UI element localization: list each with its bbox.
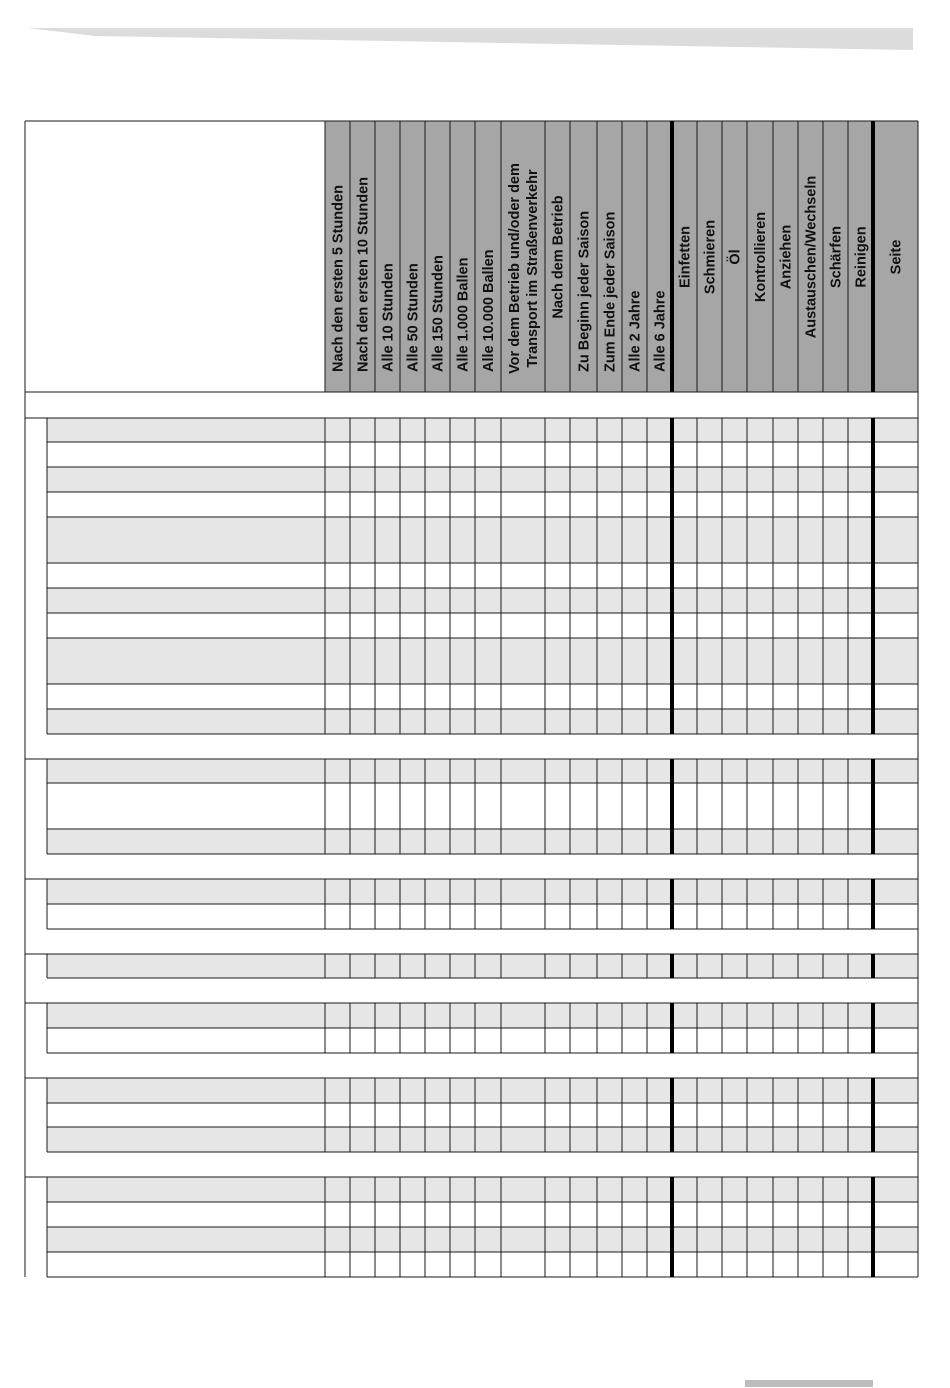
header-label: Nach dem Betrieb — [550, 195, 567, 319]
table-row — [47, 1003, 918, 1028]
header-label: Transport im Straßenverkehr — [525, 169, 541, 368]
table-row — [47, 588, 918, 613]
header-label: Zu Beginn jeder Saison — [576, 210, 593, 372]
table-row — [47, 1078, 918, 1103]
header-label: Vor dem Betrieb und/oder dem — [507, 163, 523, 374]
section-row — [25, 854, 918, 879]
header-label: Schmieren — [702, 219, 719, 295]
table-row — [47, 1028, 918, 1053]
table-row — [47, 1103, 918, 1127]
table-row — [47, 684, 918, 709]
section-row — [25, 734, 918, 759]
header-label: Anziehen — [778, 224, 795, 290]
header-label: Alle 1.000 Ballen — [455, 257, 472, 372]
table-row — [47, 904, 918, 929]
header-label: Alle 10.000 Ballen — [481, 249, 497, 372]
header-label: Alle 10 Stunden — [380, 263, 397, 372]
table-row — [47, 442, 918, 467]
header-label: Reinigen — [853, 226, 870, 288]
header-label: Zum Ende jeder Saison — [602, 211, 619, 372]
header-label: Austauschen/Wechseln — [803, 175, 820, 339]
table-row — [47, 467, 918, 492]
table-row — [47, 954, 918, 978]
section-row — [25, 1152, 918, 1177]
section-row — [25, 978, 918, 1003]
header-label: Öl — [727, 249, 744, 265]
table-row — [47, 638, 918, 684]
table-row — [47, 783, 918, 829]
table-row — [47, 759, 918, 783]
table-row — [47, 517, 918, 563]
table-row — [47, 879, 918, 904]
table-row — [47, 563, 918, 588]
header-label: Nach den ersten 10 Stunden — [355, 177, 372, 372]
header-label: Einfetten — [677, 225, 694, 289]
section-row — [25, 1053, 918, 1078]
header-label: Alle 50 Stunden — [405, 263, 422, 372]
table-row — [47, 1202, 918, 1227]
header-label: Alle 6 Jahre — [652, 290, 669, 372]
table-row — [47, 418, 918, 442]
table-row — [47, 613, 918, 638]
header-label: Schärfen — [828, 225, 845, 289]
section-row — [25, 392, 918, 418]
header-label: Kontrollieren — [753, 211, 769, 303]
table-row — [47, 1127, 918, 1152]
table-row — [47, 709, 918, 734]
table-row — [47, 829, 918, 854]
table-row — [47, 1252, 918, 1277]
header-label: Alle 150 Stunden — [430, 255, 447, 372]
section-row — [25, 929, 918, 954]
footer-bar — [745, 1380, 873, 1387]
table-row — [47, 492, 918, 517]
header-label: Alle 2 Jahre — [627, 290, 644, 372]
table-row — [47, 1177, 918, 1202]
header-label: Seite — [888, 239, 905, 275]
header-label: Nach den ersten 5 Stunden — [330, 185, 347, 372]
table-row — [47, 1227, 918, 1252]
